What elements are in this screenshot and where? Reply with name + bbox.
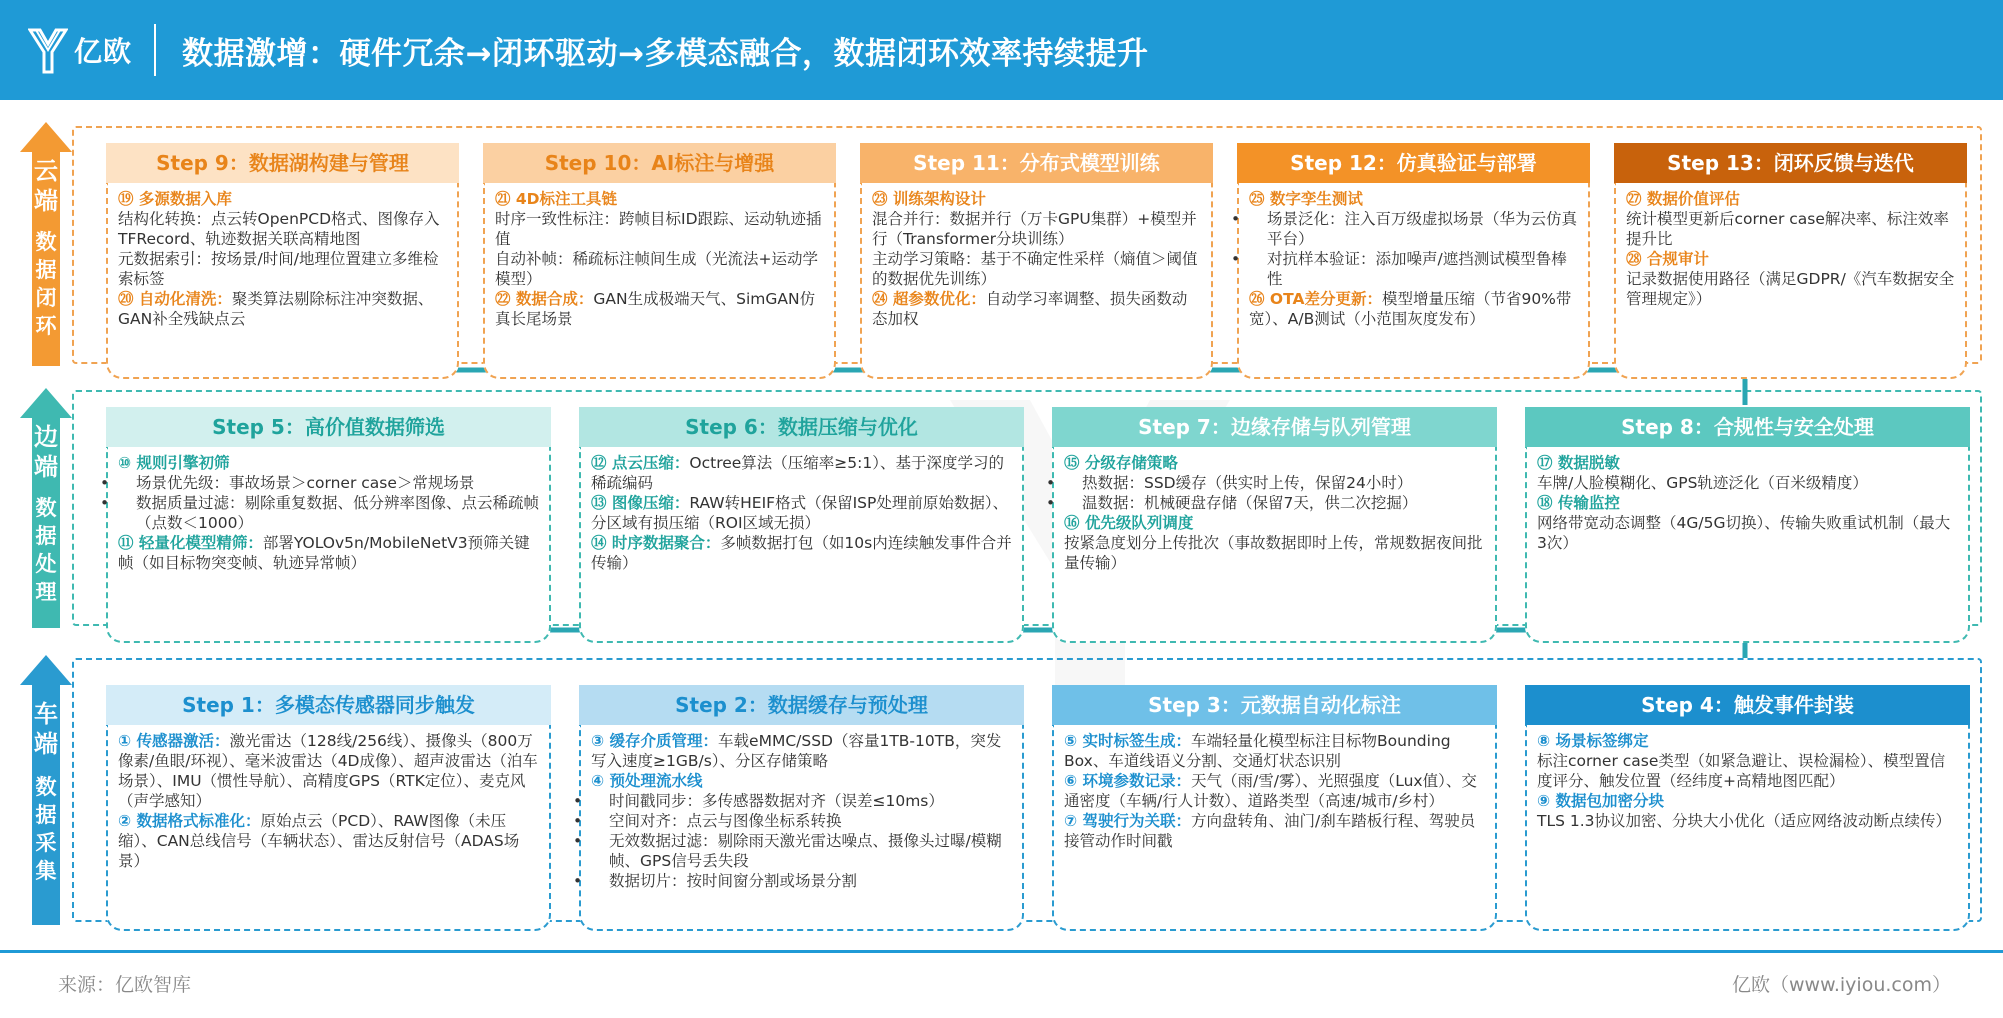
cloud-side-arrow [20, 122, 72, 366]
bullet-dot-icon: • [1046, 474, 1056, 492]
labeled-item [591, 493, 1012, 533]
item-heading: ④ 预处理流水线 [591, 772, 703, 790]
item-text: 时序一致性标注：跨帧目标ID跟踪、运动轨迹插值 [495, 210, 822, 248]
item-heading: ⑮ 分级存储策略 [1064, 454, 1178, 472]
step-9-card [106, 143, 459, 379]
item-text: 元数据索引：按场景/时间/地理位置建立多维检索标签 [118, 250, 439, 288]
car-side-label [20, 699, 72, 885]
labeled-item [591, 731, 1012, 771]
item-label: ⑬ 图像压缩： [591, 494, 690, 512]
bullet-dot-icon: • [1231, 210, 1241, 228]
item-text: 方向盘转角、油门/刹车踏板行程、驾驶员接管动作时间戳 [1064, 812, 1476, 850]
bullet-dot-icon: • [573, 832, 583, 850]
car-side-arrow [20, 655, 72, 925]
bullet-text: 热数据：SSD缓存（供实时上传，保留24小时） [1082, 474, 1413, 492]
step-9-title: Step 9：数据湖构建与管理 [106, 143, 459, 183]
header-bar [0, 0, 2003, 100]
item-text: 激光雷达（128线/256线）、摄像头（800万像素/鱼眼/环视）、毫米波雷达（4D成像）、超声波雷达（泊车场景）、IMU（惯性导航）、高精度GPS（RTK定位）、麦克风（声学感知） [118, 732, 538, 810]
step-3-card [1052, 685, 1497, 931]
step-13-card [1614, 143, 1967, 379]
item-label: ㉖ OTA差分更新： [1249, 290, 1382, 308]
item-label: ⑳ 自动化清洗： [118, 290, 232, 308]
bullet-dot-icon: • [573, 872, 583, 890]
step-1-body [106, 725, 551, 931]
step-11-body [860, 183, 1213, 379]
item-heading: ㉑ 4D标注工具链 [495, 190, 618, 208]
labeled-item [1064, 811, 1485, 851]
item-label: ㉔ 超参数优化： [872, 290, 986, 308]
footer-site: 亿欧（www.iyiou.com） [1731, 974, 1951, 996]
bullet-dot-icon: • [1046, 494, 1056, 512]
item-text: 自动学习率调整、损失函数动态加权 [872, 290, 1188, 328]
footer-source: 来源：亿欧智库 [58, 974, 192, 996]
item-heading: ⑨ 数据包加密分块 [1537, 792, 1665, 810]
item-text: 部署YOLOv5n/MobileNetV3预筛关键帧（如目标物突变帧、轨迹异常帧） [118, 534, 530, 572]
header-divider [154, 24, 156, 76]
bullet-dot-icon: • [573, 792, 583, 810]
step-4-title: Step 4：触发事件封装 [1525, 685, 1970, 725]
item-label: ⑦ 驾驶行为关联： [1064, 812, 1192, 830]
step-7-card [1046, 407, 1497, 643]
step-8-title: Step 8：合规性与安全处理 [1525, 407, 1970, 447]
labeled-item [118, 289, 447, 329]
item-text: GAN生成极端天气、SimGAN仿真长尾场景 [495, 290, 816, 328]
step-12-body [1231, 183, 1590, 379]
bullet-item [1231, 249, 1578, 289]
step-4-card [1525, 685, 1970, 931]
item-text: 车牌/人脸模糊化、GPS轨迹泛化（百米级精度） [1537, 474, 1868, 492]
bullet-item [1046, 493, 1485, 513]
cloud-side-sub: 数据闭环 [35, 230, 57, 338]
bullet-text: 场景泛化：注入百万级虚拟场景（华为云仿真平台） [1267, 210, 1578, 248]
labeled-item [591, 533, 1012, 573]
bullet-item [100, 493, 540, 533]
edge-side-arrow [20, 388, 72, 628]
bullet-item [573, 871, 1012, 891]
item-text: 天气（雨/雪/雾）、光照强度（Lux值）、交通密度（车辆/行人计数）、道路类型（高速/城市/乡村） [1064, 772, 1477, 810]
item-label: ⑥ 环境参数记录： [1064, 772, 1192, 790]
labeled-item [1249, 289, 1578, 329]
item-label: ① 传感器激活： [118, 732, 230, 750]
footer-divider [0, 950, 2003, 953]
bullet-dot-icon: • [100, 494, 110, 512]
step-12-title: Step 12：仿真验证与部署 [1237, 143, 1590, 183]
step-3-title: Step 3：元数据自动化标注 [1052, 685, 1497, 725]
step-8-card [1525, 407, 1970, 643]
item-heading: ⑲ 多源数据入库 [118, 190, 232, 208]
item-text: 自动补帧：稀疏标注帧间生成（光流法+运动学模型） [495, 250, 818, 288]
bullet-text: 时间戳同步：多传感器数据对齐（误差≤10ms） [609, 792, 944, 810]
edge-side-label [20, 422, 72, 606]
step-6-title: Step 6：数据压缩与优化 [579, 407, 1024, 447]
step-6-body [579, 447, 1024, 643]
step-2-title: Step 2：数据缓存与预处理 [579, 685, 1024, 725]
car-side-main: 车端 [34, 700, 58, 758]
labeled-item [118, 731, 539, 811]
item-heading: ⑰ 数据脱敏 [1537, 454, 1620, 472]
step-1-title: Step 1：多模态传感器同步触发 [106, 685, 551, 725]
item-label: ⑭ 时序数据聚合： [591, 534, 721, 552]
logo-text: 亿欧 [74, 35, 133, 68]
bullet-text: 温数据：机械硬盘存储（保留7天，供二次挖掘） [1082, 494, 1418, 512]
item-heading: ㉕ 数字孪生测试 [1249, 190, 1363, 208]
item-text: 聚类算法剔除标注冲突数据、GAN补全残缺点云 [118, 290, 434, 328]
step-11-card [860, 143, 1213, 379]
bullet-item [100, 473, 539, 493]
item-heading: ⑧ 场景标签绑定 [1537, 732, 1649, 750]
step-10-title: Step 10：AI标注与增强 [483, 143, 836, 183]
step-5-body [100, 447, 551, 643]
item-text: Octree算法（压缩率≥5:1）、基于深度学习的稀疏编码 [591, 454, 1004, 492]
step-11-title: Step 11：分布式模型训练 [860, 143, 1213, 183]
item-label: ㉒ 数据合成： [495, 290, 594, 308]
item-heading: ㉘ 合规审计 [1626, 250, 1709, 268]
labeled-item [591, 453, 1012, 493]
labeled-item [1064, 731, 1485, 771]
step-6-card [579, 407, 1024, 643]
step-2-body [573, 725, 1024, 931]
bullet-item [573, 811, 1012, 831]
item-label: ⑫ 点云压缩： [591, 454, 690, 472]
bullet-text: 对抗样本验证：添加噪声/遮挡测试模型鲁棒性 [1267, 250, 1567, 288]
item-text: 按紧急度划分上传批次（事故数据即时上传，常规数据夜间批量传输） [1064, 534, 1483, 572]
step-5-card [100, 407, 551, 643]
step-2-card [573, 685, 1024, 931]
item-text: 原始点云（PCD）、RAW图像（未压缩）、CAN总线信号（车辆状态）、雷达反射信号（ADAS场景） [118, 812, 520, 870]
cloud-side-label [20, 156, 72, 340]
step-3-body [1052, 725, 1497, 931]
item-text: TLS 1.3协议加密、分块大小优化（适应网络波动断点续传） [1537, 812, 1952, 830]
item-text: 网络带宽动态调整（4G/5G切换）、传输失败重试机制（最大3次） [1537, 514, 1951, 552]
car-side-sub: 数据采集 [35, 775, 57, 883]
bullet-item [573, 831, 1012, 871]
item-text: 结构化转换：点云转OpenPCD格式、图像存入TFRecord、轨迹数据关联高精地图 [118, 210, 440, 248]
item-label: ⑪ 轻量化模型精筛： [118, 534, 263, 552]
edge-side-main: 边端 [34, 423, 58, 481]
labeled-item [872, 289, 1201, 329]
item-text: 混合并行：数据并行（万卡GPU集群）+模型并行（Transformer分块训练） [872, 210, 1197, 248]
item-label: ③ 缓存介质管理： [591, 732, 719, 750]
bullet-text: 空间对齐：点云与图像坐标系转换 [609, 812, 842, 830]
item-heading: ⑯ 优先级队列调度 [1064, 514, 1194, 532]
step-8-body [1525, 447, 1970, 643]
labeled-item [495, 289, 824, 329]
item-heading: ㉓ 训练架构设计 [872, 190, 986, 208]
item-text: 多帧数据打包（如10s内连续触发事件合并传输） [591, 534, 1012, 572]
item-heading: ㉗ 数据价值评估 [1626, 190, 1740, 208]
bullet-item [1231, 209, 1578, 249]
labeled-item [118, 811, 539, 871]
item-label: ⑤ 实时标签生成： [1064, 732, 1192, 750]
edge-side-sub: 数据处理 [35, 496, 57, 604]
step-7-title: Step 7：边缘存储与队列管理 [1052, 407, 1497, 447]
step-9-body [106, 183, 459, 379]
bullet-dot-icon: • [1231, 250, 1241, 268]
bullet-item [1046, 473, 1485, 493]
step-12-card [1231, 143, 1590, 379]
step-1-card [106, 685, 551, 931]
yiou-logo-icon [28, 26, 68, 74]
bullet-text: 数据切片：按时间窗分割或场景分割 [609, 872, 858, 890]
step-7-body [1046, 447, 1497, 643]
bullet-text: 场景优先级：事故场景＞corner case＞常规场景 [136, 474, 475, 492]
item-text: 车端轻量化模型标注目标物Bounding Box、车道线语义分割、交通灯状态识别 [1064, 732, 1451, 770]
step-4-body [1525, 725, 1970, 931]
item-label: ② 数据格式标准化： [118, 812, 261, 830]
step-10-card [483, 143, 836, 379]
item-text: 模型增量压缩（节省90%带宽）、A/B测试（小范围灰度发布） [1249, 290, 1572, 328]
bullet-item [573, 791, 1012, 811]
bullet-text: 无效数据过滤：剔除雨天激光雷达噪点、摄像头过曝/模糊帧、GPS信号丢失段 [609, 832, 1002, 870]
bullet-dot-icon: • [573, 812, 583, 830]
logo [28, 20, 132, 80]
page-title: 数据激增：硬件冗余→闭环驱动→多模态融合，数据闭环效率持续提升 [182, 35, 1149, 72]
item-text: 标注corner case类型（如紧急避让、误检漏检）、模型置信度评分、触发位置（经纬度+高精地图匹配） [1537, 752, 1946, 790]
labeled-item [118, 533, 539, 573]
item-text: 车载eMMC/SSD（容量1TB-10TB，突发写入速度≥1GB/s）、分区存储策略 [591, 732, 1002, 770]
step-13-title: Step 13：闭环反馈与迭代 [1614, 143, 1967, 183]
bullet-text: 数据质量过滤：剔除重复数据、低分辨率图像、点云稀疏帧（点数＜1000） [136, 494, 540, 532]
bullet-dot-icon: • [100, 474, 110, 492]
step-10-body [483, 183, 836, 379]
item-text: 统计模型更新后corner case解决率、标注效率提升比 [1626, 210, 1949, 248]
cloud-side-main: 云端 [34, 157, 58, 215]
labeled-item [1064, 771, 1485, 811]
item-text: 记录数据使用路径（满足GDPR/《汽车数据安全管理规定》） [1626, 270, 1955, 308]
item-heading: ⑱ 传输监控 [1537, 494, 1620, 512]
step-5-title: Step 5：高价值数据筛选 [106, 407, 551, 447]
step-13-body [1614, 183, 1967, 379]
item-text: RAW转HEIF格式（保留ISP处理前原始数据）、分区域有损压缩（ROI区域无损） [591, 494, 1009, 532]
item-heading: ⑩ 规则引擎初筛 [118, 454, 230, 472]
item-text: 主动学习策略：基于不确定性采样（熵值＞阈值的数据优先训练） [872, 250, 1198, 288]
